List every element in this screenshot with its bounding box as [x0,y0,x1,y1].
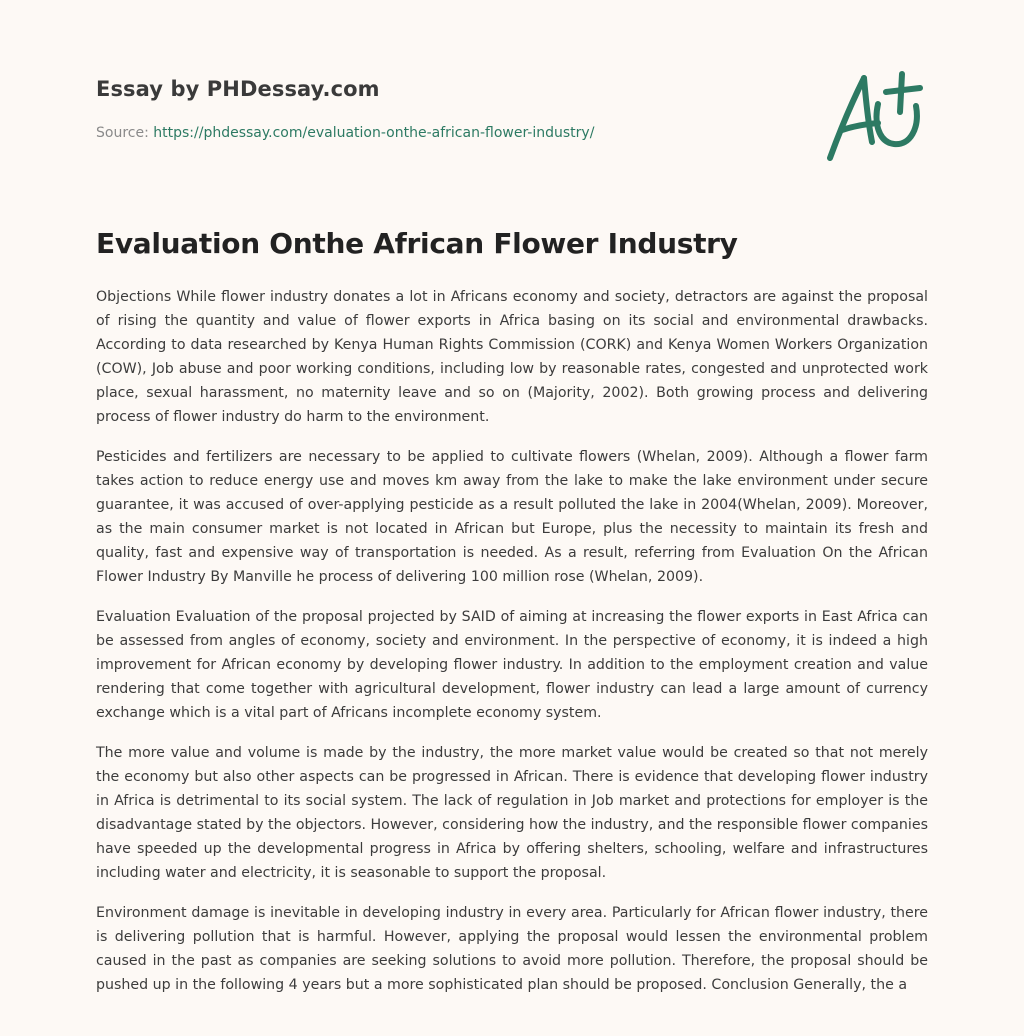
page-header [96,74,696,143]
a-plus-grade-icon [820,66,930,166]
essay-paragraph: The more value and volume is made by the industry, the more market value would be created so that not merely the economy but also other aspects can be progressed in African. There is evidence that developing flower industry in Africa is detrimental to its social system. The lack of regulation in Job market and protections for employer is the disadvantage stated by the objectors. However, considering how the industry, and the responsible flower companies have speeded up the developmental progress in Africa by offering shelters, schooling, welfare and infrastructures including water and electricity, it is seasonable to support the proposal. [96,745,928,881]
essay-paragraph: Objections While flower industry donates a lot in Africans economy and society, detractors are against the proposal of rising the quantity and value of flower exports in Africa basing on its social and environmental drawbacks. According to data researched by Kenya Human Rights Commission (CORK) and Kenya Women Workers Organization (COW), Job abuse and poor working conditions, including low by reasonable rates, congested and unprotected work place, sexual harassment, no maternity leave and so on (Majority, 2002). Both growing process and delivering process of flower industry do harm to the environment. [96,289,928,425]
essay-body [96,285,928,1013]
essay-paragraph: Environment damage is inevitable in developing industry in every area. Particularly for African flower industry, there is delivering pollution that is harmful. However, applying the proposal would lessen the environmental problem caused in the past as companies are seeking solutions to avoid more pollution. Therefore, the proposal should be pushed up in the following 4 years but a more sophisticated plan should be proposed. Conclusion Generally, the a [96,905,928,993]
brand-title: Essay by PHDessay.com [96,77,380,101]
source-line [96,123,696,143]
essay-paragraph: Pesticides and fertilizers are necessary to be applied to cultivate flowers (Whelan, 2009). Although a flower farm takes action to reduce energy use and moves km away from the lake to make the lake environment under secure guarantee, it was accused of over-applying pesticide as a result polluted the lake in 2004(Whelan, 2009). Moreover, as the main consumer market is not located in African but Europe, plus the necessity to maintain its fresh and quality, fast and expensive way of transportation is needed. As a result, referring from Evaluation On the African Flower Industry By Manville he process of delivering 100 million rose (Whelan, 2009). [96,449,928,585]
essay-title: Evaluation Onthe African Flower Industry [96,227,738,260]
source-label: Source: [96,125,154,141]
source-link[interactable]: https://phdessay.com/evaluation-onthe-african-flower-industry/ [153,125,595,141]
essay-paragraph: Evaluation Evaluation of the proposal projected by SAID of aiming at increasing the flower exports in East Africa can be assessed from angles of economy, society and environment. In the perspective of economy, it is indeed a high improvement for African economy by developing flower industry. In addition to the employment creation and value rendering that come together with agricultural development, flower industry can lead a large amount of currency exchange which is a vital part of Africans incomplete economy system. [96,609,928,721]
